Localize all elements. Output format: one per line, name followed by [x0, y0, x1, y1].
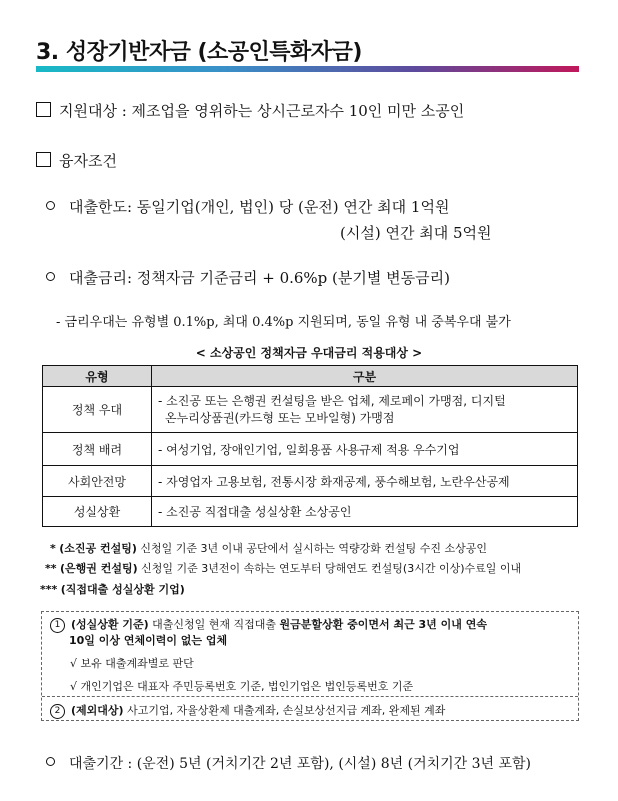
table-row	[43, 433, 578, 466]
limit-line1: 대출한도: 동일기업(개인, 법인) 당 (운전) 연간 최대 1억원	[46, 196, 449, 217]
table-header-desc: 구분	[152, 366, 578, 387]
criteria-box	[41, 611, 579, 721]
period-line: 대출기간 : (운전) 5년 (거치기간 2년 포함), (시설) 8년 (거치기간 3년 포함)	[46, 753, 531, 773]
page-title: 3. 성장기반자금 (소공인특화자금)	[36, 40, 362, 65]
box-divider	[42, 696, 578, 697]
rate-note: - 금리우대는 유형별 0.1%p, 최대 0.4%p 지원되며, 동일 유형 내 중복우대 불가	[56, 315, 511, 330]
table-header-type: 유형	[43, 366, 152, 387]
circle-bullet-icon	[46, 201, 55, 210]
row-desc: - 여성기업, 장애인기업, 일회용품 사용규제 적용 우수기업	[152, 433, 578, 466]
circled-number-icon: 2	[50, 704, 65, 719]
row-type: 정책 배려	[43, 433, 152, 466]
footnote-3: *** (직접대출 성실상환 기업)	[40, 583, 185, 596]
table-row	[43, 466, 578, 497]
row-desc: - 자영업자 고용보험, 전통시장 화재공제, 풍수해보험, 노란우산공제	[152, 466, 578, 497]
criteria-item-2: 2 (제외대상) 사고기업, 자율상환제 대출계좌, 손실보상선지급 계좌, 완제된 계좌	[50, 702, 445, 719]
table-header-row	[43, 366, 578, 387]
preference-table	[42, 365, 578, 527]
row-type: 성실상환	[43, 497, 152, 527]
row-desc: - 소진공 또는 은행권 컨설팅을 받은 업체, 제로페이 가맹점, 디지털 온누리상품권(카드형 또는 모바일형) 가맹점	[152, 387, 578, 433]
row-type: 사회안전망	[43, 466, 152, 497]
title-underline	[36, 66, 579, 72]
circle-bullet-icon	[46, 757, 55, 766]
circled-number-icon: 1	[50, 618, 65, 633]
square-bullet-icon	[36, 152, 51, 167]
table-row	[43, 497, 578, 527]
table-caption: < 소상공인 정책자금 우대금리 적용대상 >	[195, 346, 423, 360]
rate-line: 대출금리: 정책자금 기준금리 + 0.6%p (분기별 변동금리)	[46, 267, 450, 288]
limit-line2: (시설) 연간 최대 5억원	[340, 224, 492, 242]
conditions-label: 융자조건	[59, 152, 117, 170]
target-label: 지원대상 : 제조업을 영위하는 상시근로자수 10인 미만 소공인	[59, 102, 465, 120]
conditions-section	[36, 150, 117, 171]
table-row	[43, 387, 578, 433]
footnote-1: * (소진공 컨설팅) 신청일 기준 3년 이내 공단에서 실시하는 역량강화 컨설팅 수진 소상공인	[50, 542, 488, 555]
criteria-item-1-cont: 10일 이상 연체이력이 없는 업체	[69, 634, 228, 647]
target-section	[36, 100, 464, 121]
square-bullet-icon	[36, 102, 51, 117]
circle-bullet-icon	[46, 272, 55, 281]
check-item-2: √ 개인기업은 대표자 주민등록번호 기준, 법인기업은 법인등록번호 기준	[70, 680, 414, 693]
row-desc: - 소진공 직접대출 성실상환 소상공인	[152, 497, 578, 527]
footnote-2: ** (은행권 컨설팅) 신청일 기준 3년전이 속하는 연도부터 당해연도 컨설팅(3시간 이상)수료일 이내	[45, 562, 522, 575]
check-item-1: √ 보유 대출계좌별로 판단	[70, 657, 194, 670]
criteria-item-1: 1 (성실상환 기준) 대출신청일 현재 직접대출 원금분할상환 중이면서 최근 3년 이내 연속	[50, 616, 487, 633]
row-type: 정책 우대	[43, 387, 152, 433]
